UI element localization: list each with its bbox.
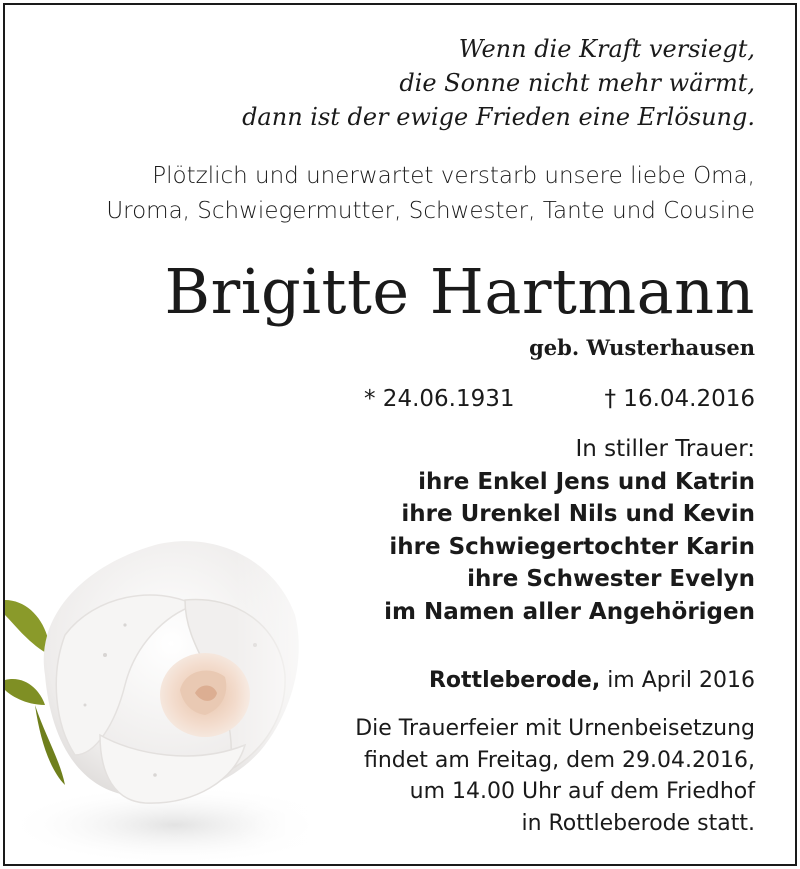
- mourner: ihre Schwester Evelyn: [467, 566, 755, 592]
- obituary-notice: [3, 3, 797, 866]
- birth-date: * 24.06.1931: [364, 386, 515, 412]
- mourner: im Namen aller Angehörigen: [384, 598, 755, 625]
- place-date: [429, 665, 755, 697]
- life-dates: [364, 382, 755, 416]
- intro-line: Plötzlich und unerwartet verstarb unsere liebe Oma,: [152, 163, 755, 189]
- mourner: ihre Enkel Jens und Katrin: [418, 468, 755, 495]
- funeral-line: findet am Freitag, dem 29.04.2016,: [363, 747, 755, 773]
- white-rose-icon: [5, 505, 335, 865]
- death-date: † 16.04.2016: [604, 386, 755, 412]
- mourning-heading: In stiller Trauer:: [575, 436, 755, 462]
- birth-name: geb. Wusterhausen: [529, 335, 755, 360]
- funeral-info: [355, 713, 755, 839]
- poem-line: die Sonne nicht mehr wärmt,: [399, 69, 755, 97]
- place-town: Rottleberode,: [428, 668, 601, 693]
- intro-text: [106, 159, 755, 229]
- deceased-name: Brigitte Hartmann: [164, 255, 755, 328]
- funeral-line: in Rottleberode statt.: [521, 810, 755, 836]
- poem-verse: [242, 32, 755, 134]
- poem-line: dann ist der ewige Frieden eine Erlösung.: [242, 103, 755, 131]
- funeral-line: Die Trauerfeier mit Urnenbeisetzung: [355, 716, 755, 741]
- mourner: ihre Urenkel Nils und Kevin: [401, 501, 755, 527]
- place-month: im April 2016: [600, 668, 755, 693]
- funeral-line: um 14.00 Uhr auf dem Friedhof: [409, 779, 755, 804]
- mourner: ihre Schwiegertochter Karin: [389, 533, 755, 560]
- intro-line: Uroma, Schwiegermutter, Schwester, Tante und Cousine: [106, 198, 755, 224]
- mourners-list: [384, 433, 755, 628]
- poem-line: Wenn die Kraft versiegt,: [458, 35, 755, 63]
